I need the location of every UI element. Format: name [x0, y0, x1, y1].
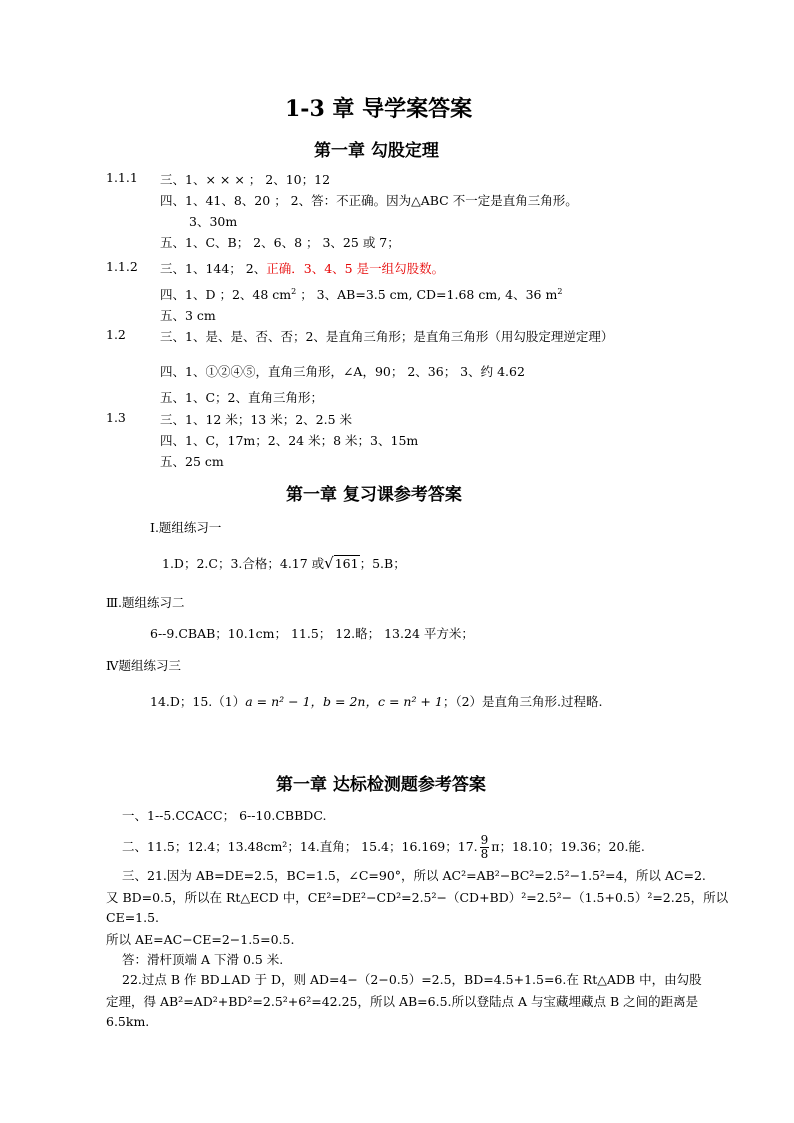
answer-text: 1.D；2.C；3.合格；4.17 或 — [162, 556, 325, 571]
answer-line: 22.过点 B 作 BD⊥AD 于 D，则 AD=4−（2−0.5）=2.5，BD=4.5+1.5=6.在 Rt△ADB 中，由勾股 — [122, 972, 702, 987]
answer-line: 3、30m — [189, 214, 238, 229]
answer-line: 三、1、12 米；13 米；2、2.5 米 — [160, 412, 353, 427]
answer-line: 四、1、41、8、20 ； 2、答：不正确。因为△ABC 不一定是直角三角形。 — [160, 193, 578, 208]
fraction-denominator: 8 — [480, 847, 489, 861]
answer-text: 三、1、144； 2、 — [160, 261, 267, 276]
exercise-group-1-label: Ⅰ.题组练习一 — [150, 520, 222, 535]
answer-line: 答：滑杆顶端 A 下滑 0.5 米. — [122, 952, 284, 967]
answer-text: ；5.B； — [359, 556, 406, 571]
answer-text: ；（2）是直角三角形.过程略. — [442, 694, 603, 709]
superscript: 2 — [291, 286, 297, 296]
answer-line: 四、1、①②④⑤，直角三角形，∠A，90； 2、36； 3、约 4.62 — [160, 364, 525, 379]
answer-line: 又 BD=0.5，所以在 Rt△ECD 中，CE²=DE²−CD²=2.5²−（CD+BD）²=2.5²−（1.5+0.5）²=2.25，所以 — [106, 890, 729, 905]
answer-line: 四、1、C，17m；2、24 米；8 米；3、15m — [160, 433, 419, 448]
section-number-1-2: 1.2 — [106, 327, 126, 342]
answer-line: 三、1、是、是、否、否；2、是直角三角形；是直角三角形（用勾股定理逆定理） — [160, 329, 614, 344]
answer-line — [160, 259, 444, 277]
answer-text: ； 3、AB=3.5 cm, CD=1.68 cm, 4、36 m — [296, 287, 558, 302]
answer-line — [150, 692, 602, 710]
answer-line: 三、21.因为 AB=DE=2.5，BC=1.5，∠C=90°，所以 AC²=AB²−BC²=2.5²−1.5²=4，所以 AC=2. — [122, 868, 706, 883]
sqrt-value: 161 — [334, 556, 359, 571]
section-number-1-1-2: 1.1.2 — [106, 259, 138, 274]
chapter1-heading: 第一章 勾股定理 — [314, 141, 439, 161]
answer-line: 五、1、C；2、直角三角形； — [160, 390, 323, 405]
fraction — [480, 834, 490, 861]
exercise-group-3-label: Ⅳ题组练习三 — [106, 658, 181, 673]
superscript: 2 — [557, 286, 563, 296]
answer-line: 一、1--5.CCACC； 6--10.CBBDC. — [122, 808, 327, 823]
section-number-1-3: 1.3 — [106, 410, 126, 425]
answer-line — [160, 285, 562, 303]
review-heading: 第一章 复习课参考答案 — [286, 485, 462, 505]
answer-line — [122, 834, 645, 861]
answer-line — [162, 554, 406, 572]
answer-line: 五、1、C、B； 2、6、8 ； 3、25 或 7； — [160, 235, 400, 250]
answer-line: 6.5km. — [106, 1014, 150, 1029]
radical-sign: √ — [324, 554, 334, 572]
answer-text: 四、1、D ；2、48 cm — [160, 287, 292, 302]
answer-text: 14.D；15.（1） — [150, 694, 246, 709]
highlighted-answer: 正确．3、4、5 是一组勾股数。 — [266, 261, 445, 276]
section-number-1-1-1: 1.1.1 — [106, 170, 138, 185]
test-heading: 第一章 达标检测题参考答案 — [276, 775, 486, 795]
answer-line: 定理，得 AB²=AD²+BD²=2.5²+6²=42.25，所以 AB=6.5.所以登陆点 A 与宝藏埋藏点 B 之间的距离是 — [106, 994, 699, 1009]
answer-line: 三、1、× × × ； 2、10；12 — [160, 172, 331, 187]
page-title: 1-3 章 导学案答案 — [285, 96, 473, 122]
formula: a = n² − 1，b = 2n，c = n² + 1 — [245, 694, 443, 709]
answer-line: 6--9.CBAB；10.1cm； 11.5； 12.略； 13.24 平方米； — [150, 626, 474, 641]
answer-line: CE=1.5. — [106, 910, 160, 925]
answer-text: 二、11.5；12.4；13.48cm²；14.直角； 15.4；16.169；17. — [122, 839, 478, 854]
answer-line: 所以 AE=AC−CE=2−1.5=0.5. — [106, 932, 295, 947]
fraction-numerator: 9 — [480, 833, 489, 847]
answer-text: π；18.10；19.36；20.能. — [491, 839, 645, 854]
answer-line: 五、3 cm — [160, 308, 216, 323]
answer-line: 五、25 cm — [160, 454, 224, 469]
exercise-group-2-label: Ⅲ.题组练习二 — [106, 595, 185, 610]
